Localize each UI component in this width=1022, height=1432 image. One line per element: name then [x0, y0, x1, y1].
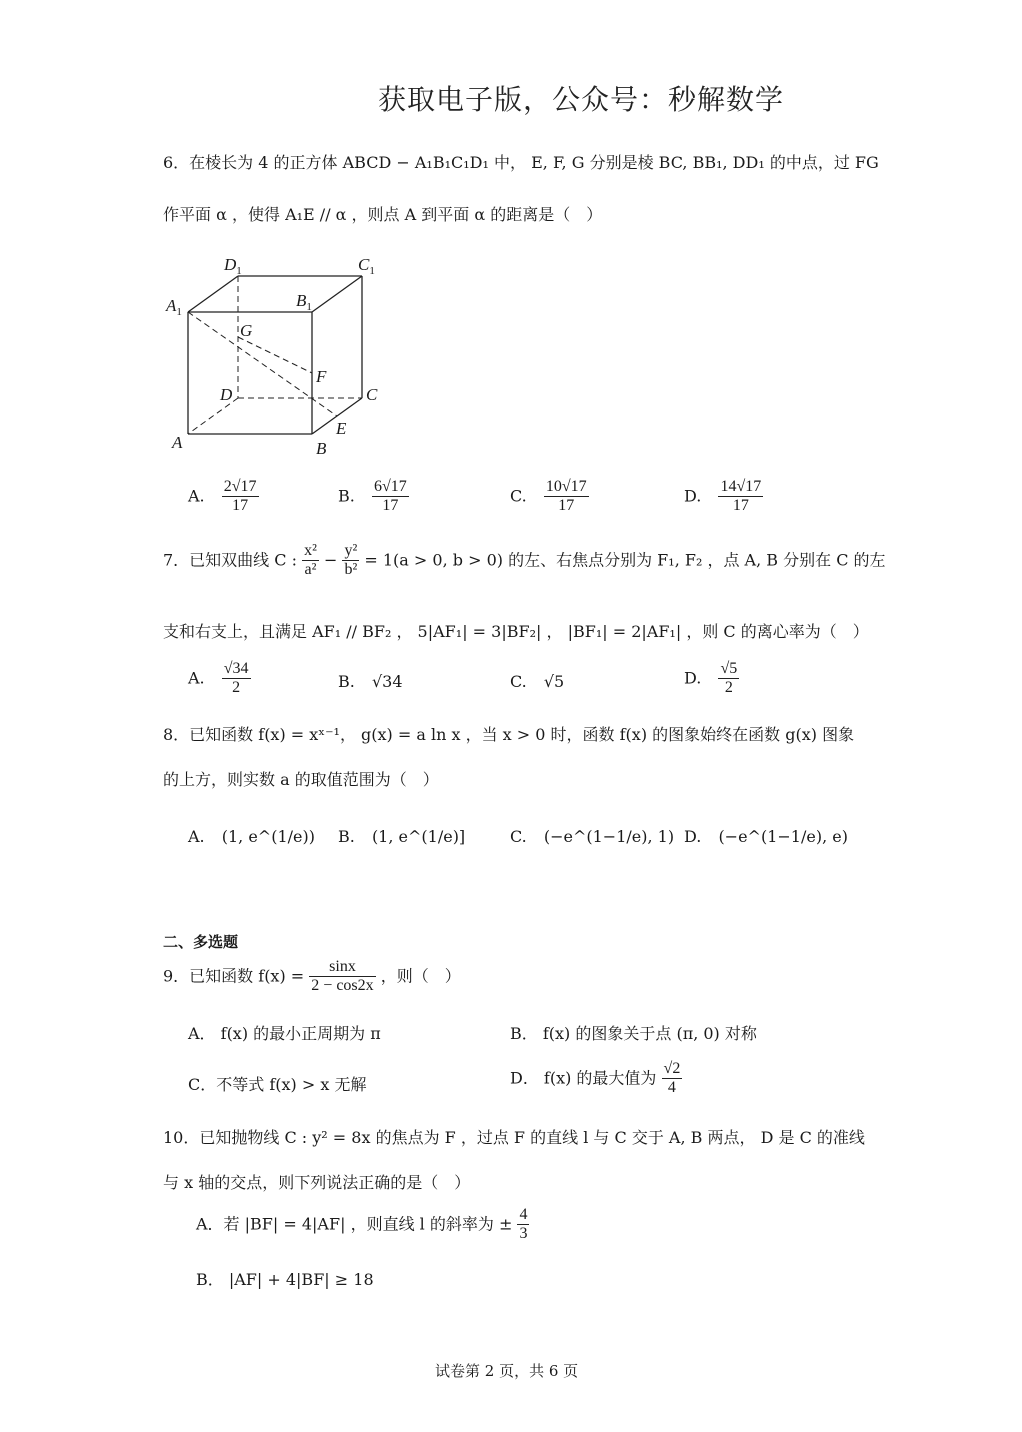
- label-A1: $A_1$: [166, 296, 182, 318]
- q9-option-a: A． f(x) 的最小正周期为 π: [188, 1024, 381, 1043]
- q10-option-a: A．若 |BF| = 4|AF| ，则直线 l 的斜率为 ± $\frac{4}{3}$: [196, 1206, 528, 1243]
- q8-option-a: A. (1, e^(1/e)): [188, 827, 315, 846]
- q9-option-b: B． f(x) 的图象关于点 (π, 0) 对称: [510, 1024, 757, 1043]
- label-B: B: [316, 439, 327, 458]
- q10-line1: 10．已知抛物线 C : y² = 8x 的焦点为 F ，过点 F 的直线 l 与 C 交于 A, B 两点， D 是 C 的准线: [163, 1128, 865, 1147]
- label-B1: $B_1$: [296, 291, 312, 313]
- q6-line2: 作平面 α ，使得 A₁E // α ，则点 A 到平面 α 的距离是（ ）: [163, 205, 603, 224]
- q6-line1: 6．在棱长为 4 的正方体 ABCD − A₁B₁C₁D₁ 中， E, F, G 分别是棱 BC, BB₁, DD₁ 的中点，过 FG: [163, 153, 879, 172]
- q6-option-b: B. $\frac{6√17}{17}$: [338, 478, 407, 515]
- label-D1: $D_1$: [224, 255, 242, 277]
- section-title-multiple-choice: 二、多选题: [163, 933, 239, 951]
- label-D: D: [220, 385, 233, 404]
- page-footer: 试卷第 2 页，共 6 页: [435, 1362, 579, 1380]
- q9-option-c: C．不等式 f(x) > x 无解: [188, 1075, 367, 1094]
- cube-figure: [160, 248, 400, 463]
- q8-line1: 8．已知函数 f(x) = xˣ⁻¹， g(x) = a ln x ，当 x > 0 时，函数 f(x) 的图象始终在函数 g(x) 图象: [163, 725, 855, 744]
- q7-option-b: B. √34: [338, 672, 403, 691]
- q9-stem: 9．已知函数 f(x) = $\frac{\sin x}{2 - \cos 2x}$ ，则（ ）: [163, 958, 461, 995]
- label-G: G: [240, 321, 253, 340]
- q8-line2: 的上方，则实数 a 的取值范围为（ ）: [163, 770, 439, 789]
- q10-line2: 与 x 轴的交点，则下列说法正确的是（ ）: [163, 1173, 471, 1192]
- label-C: C: [366, 385, 378, 404]
- label-E: E: [336, 419, 347, 438]
- label-A: A: [172, 433, 183, 452]
- q6-option-d: D. $\frac{14√17}{17}$: [684, 478, 762, 515]
- q8-option-b: B. (1, e^(1/e)]: [338, 827, 466, 846]
- q10-option-b: B． |AF| + 4|BF| ≥ 18: [196, 1270, 374, 1289]
- header-banner: 获取电子版，公众号：秒解数学: [378, 83, 785, 116]
- q7-option-a: A. $\frac{√34}{2}$: [188, 660, 249, 697]
- q9-option-d: D． f(x) 的最大值为 $\frac{√2}{4}$: [510, 1060, 681, 1097]
- q6-option-a: A. $\frac{2√17}{17}$: [188, 478, 257, 515]
- q8-option-d: D. (−e^(1−1/e), e): [684, 827, 848, 846]
- q6-option-c: C. $\frac{10√17}{17}$: [510, 478, 587, 515]
- label-F: F: [316, 367, 327, 386]
- q8-option-c: C. (−e^(1−1/e), 1): [510, 827, 675, 846]
- q7-option-d: D. $\frac{√5}{2}$: [684, 660, 738, 697]
- q7-line2: 支和右支上，且满足 AF₁ // BF₂ ， 5|AF₁| = 3|BF₂| ， |BF₁| = 2|AF₁| ，则 C 的离心率为（ ）: [163, 622, 869, 641]
- label-C1: $C_1$: [358, 255, 375, 277]
- q7-line1: 7．已知双曲线 C : $\frac{\text{x²}}{\text{a²}}$ − $\frac{\text{y²}}{\text{b²}}$ = 1(a > 0, b > 0) 的左、右焦点分别为 F₁, F₂ ，点 A, B 分别在 C 的左: [163, 542, 886, 579]
- q7-option-c: C. √5: [510, 672, 565, 691]
